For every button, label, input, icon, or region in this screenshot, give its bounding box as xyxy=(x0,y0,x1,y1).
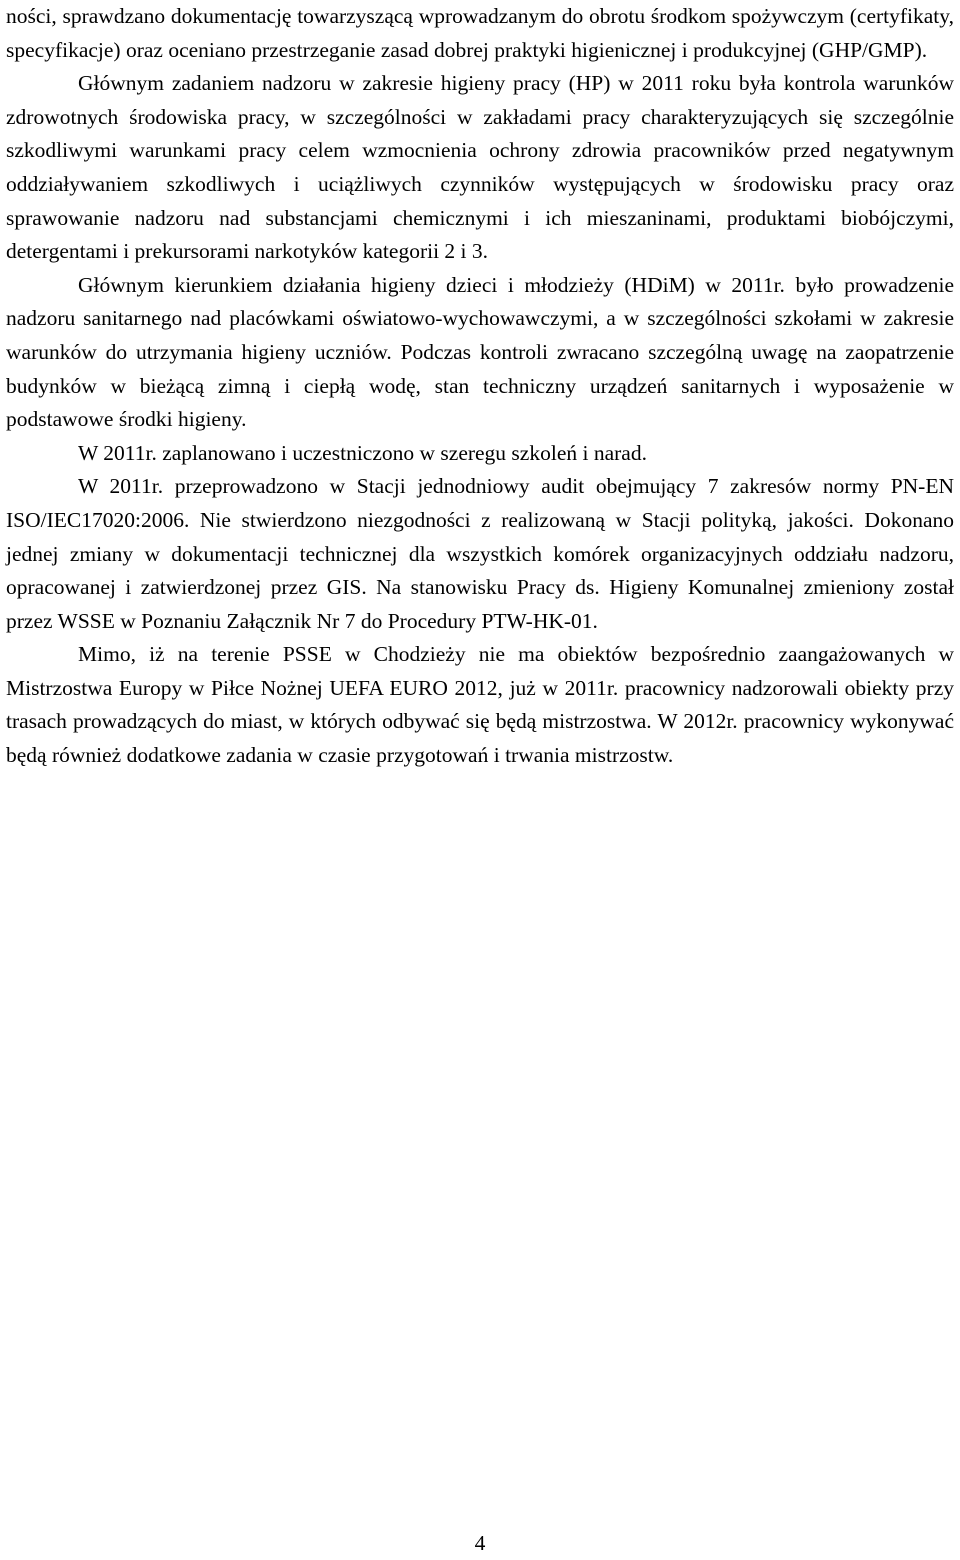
page-number: 4 xyxy=(474,1531,486,1555)
body-text xyxy=(6,0,954,773)
paragraph-hp: Głównym zadaniem nadzoru w zakresie higieny pracy (HP) w 2011 roku była kontrola warunków zdrowotnych środowiska pracy, w szczególności w zakładami pracy charakteryzujących się szczególnie szkodliwymi warunkami pracy celem wzmocnienia ochrony zdrowia pracowników przed negatywnym oddziaływaniem szkodliwych i uciążliwych czynników występujących w środowisku pracy oraz sprawowanie nadzoru nad substancjami chemicznymi i ich mieszaninami, produktami biobójczymi, detergentami i prekursorami narkotyków kategorii 2 i 3. xyxy=(6,71,954,264)
paragraph-training: W 2011r. zaplanowano i uczestniczono w szeregu szkoleń i narad. xyxy=(78,440,647,465)
paragraph-continuation: ności, sprawdzano dokumentację towarzyszącą wprowadzanym do obrotu środkom spożywczym (certyfikaty, specyfikacje) oraz oceniano przestrzeganie zasad dobrej praktyki higienicznej i produkcyjnej (GHP/GMP). xyxy=(6,4,954,62)
paragraph-euro2012: Mimo, iż na terenie PSSE w Chodzieży nie ma obiektów bezpośrednio zaangażowanych w Mistrzostwa Europy w Piłce Nożnej UEFA EURO 2012, już w 2011r. pracownicy nadzorowali obiekty przy trasach prowadzących do miast, w których odbywać się będą mistrzostwa. W 2012r. pracownicy wykonywać będą również dodatkowe zadania w czasie przygotowań i trwania mistrzostw. xyxy=(6,642,954,768)
paragraph-audit: W 2011r. przeprowadzono w Stacji jednodniowy audit obejmujący 7 zakresów normy PN-EN ISO/IEC17020:2006. Nie stwierdzono niezgodności z realizowaną w Stacji polityką, jakości. Dokonano jednej zmiany w dokumentacji technicznej dla wszystkich komórek organizacyjnych oddziału nadzoru, opracowanej i zatwierdzonej przez GIS. Na stanowisku Pracy ds. Higieny Komunalnej zmieniony został przez WSSE w Poznaniu Załącznik Nr 7 do Procedury PTW-HK-01. xyxy=(6,474,954,633)
paragraph-hdim: Głównym kierunkiem działania higieny dzieci i młodzieży (HDiM) w 2011r. było prowadzenie nadzoru sanitarnego nad placówkami oświatowo-wychowawczymi, a w szczególności szkołami w zakresie warunków do utrzymania higieny uczniów. Podczas kontroli zwracano szczególną uwagę na zaopatrzenie budynków w bieżącą zimną i ciepłą wodę, stan techniczny urządzeń sanitarnych i wyposażenie w podstawowe środki higieny. xyxy=(6,272,954,432)
